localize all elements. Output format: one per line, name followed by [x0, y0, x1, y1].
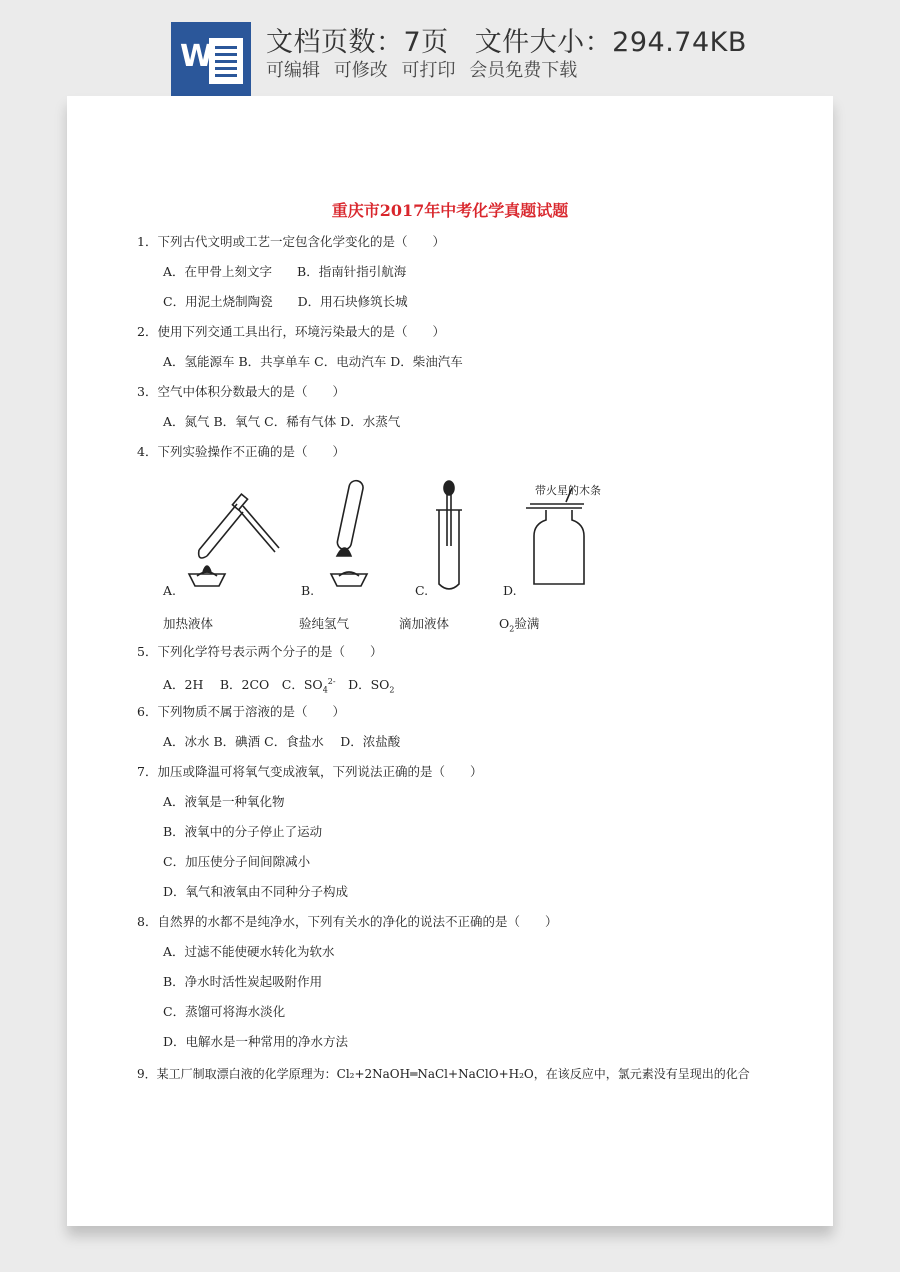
question-7: 7．加压或降温可将氧气变成液氧，下列说法正确的是（ ） [137, 764, 483, 779]
question-5-options [163, 674, 395, 699]
question-8-option-b: B．净水时活性炭起吸附作用 [163, 974, 323, 989]
question-7-option-b: B．液氧中的分子停止了运动 [163, 824, 323, 839]
figure-d-caption-text: 验满 [514, 616, 540, 631]
page-count: 文档页数：7页 [266, 27, 449, 58]
feature-list [266, 56, 585, 82]
question-8-option-d: D．电解水是一种常用的净水方法 [163, 1034, 349, 1049]
figure-b-label: B. [301, 583, 315, 598]
oxygen-full-test-figure [522, 476, 612, 594]
page-title: 重庆市2017年中考化学真题试题 [331, 201, 569, 220]
document-lines-icon [209, 38, 243, 84]
figure-c-caption: 滴加液体 [399, 616, 450, 631]
feature-printable: 可打印 [401, 60, 456, 81]
question-3: 3．空气中体积分数最大的是（ ） [137, 384, 345, 399]
feature-editable: 可编辑 [266, 60, 320, 81]
word-logo-letter: W [180, 39, 214, 74]
question-7-option-c: C．加压使分子间间隙减小 [163, 854, 311, 869]
hydrogen-test-figure [317, 476, 387, 591]
figure-a-label: A. [163, 583, 177, 598]
sulfate-charge: 2- [327, 677, 336, 686]
download-header [0, 0, 900, 96]
glowing-splint-label: 带火星的木条 [535, 484, 601, 497]
question-1: 1．下列古代文明或工艺一定包含化学变化的是（ ） [137, 234, 445, 249]
question-2-options: A．氢能源车 B．共享单车 C．电动汽车 D．柴油汽车 [163, 354, 463, 369]
question-3-options: A．氮气 B．氧气 C．稀有气体 D．水蒸气 [163, 414, 401, 429]
question-5-options-abc: A．2H B．2CO C．SO [163, 677, 323, 693]
question-5: 5．下列化学符号表示两个分子的是（ ） [137, 644, 383, 659]
file-size: 文件大小：294.74KB [474, 27, 747, 58]
question-4: 4．下列实验操作不正确的是（ ） [137, 444, 345, 459]
question-8: 8．自然界的水都不是纯净水，下列有关水的净化的说法不正确的是（ ） [137, 914, 558, 929]
question-7-option-d: D．氧气和液氧由不同种分子构成 [163, 884, 349, 899]
question-1-options-cd: C．用泥土烧制陶瓷 D．用石块修筑长城 [163, 294, 408, 309]
document-page [67, 96, 833, 1226]
oxygen-subscript: 2 [509, 624, 515, 634]
question-1-options-ab: A．在甲骨上刻文字 B．指南针指引航海 [163, 264, 407, 279]
question-5-option-d: D．SO [335, 677, 390, 693]
question-2: 2．使用下列交通工具出行，环境污染最大的是（ ） [137, 324, 445, 339]
dropping-liquid-figure [429, 476, 469, 596]
question-7-option-a: A．液氧是一种氧化物 [163, 794, 285, 809]
oxygen-symbol: O [499, 616, 510, 631]
question-8-option-c: C．蒸馏可将海水淡化 [163, 1004, 286, 1019]
question-6: 6．下列物质不属于溶液的是（ ） [137, 704, 345, 719]
figure-a-caption: 加热液体 [163, 616, 214, 631]
figure-b-caption: 验纯氢气 [299, 616, 350, 631]
figure-c-label: C. [415, 583, 429, 598]
figure-d-caption [499, 614, 539, 634]
sulfate-subscript: 4 [322, 685, 328, 695]
file-info-line [266, 20, 747, 59]
so2-subscript: 2 [389, 685, 395, 695]
heating-liquid-figure [179, 476, 289, 591]
figure-d-label: D. [503, 583, 517, 598]
word-file-icon [171, 22, 251, 96]
feature-modifiable: 可修改 [333, 60, 388, 81]
question-9: 9．某工厂制取漂白液的化学原理为：Cl₂+2NaOH═NaCl+NaClO+H₂O，在该反应中，氯元素没有呈现出的化合 [137, 1067, 750, 1081]
feature-member-download: 会员免费下载 [469, 60, 578, 81]
question-6-options: A．冰水 B．碘酒 C．食盐水 D．浓盐酸 [163, 734, 401, 749]
question-8-option-a: A．过滤不能使硬水转化为软水 [163, 944, 335, 959]
